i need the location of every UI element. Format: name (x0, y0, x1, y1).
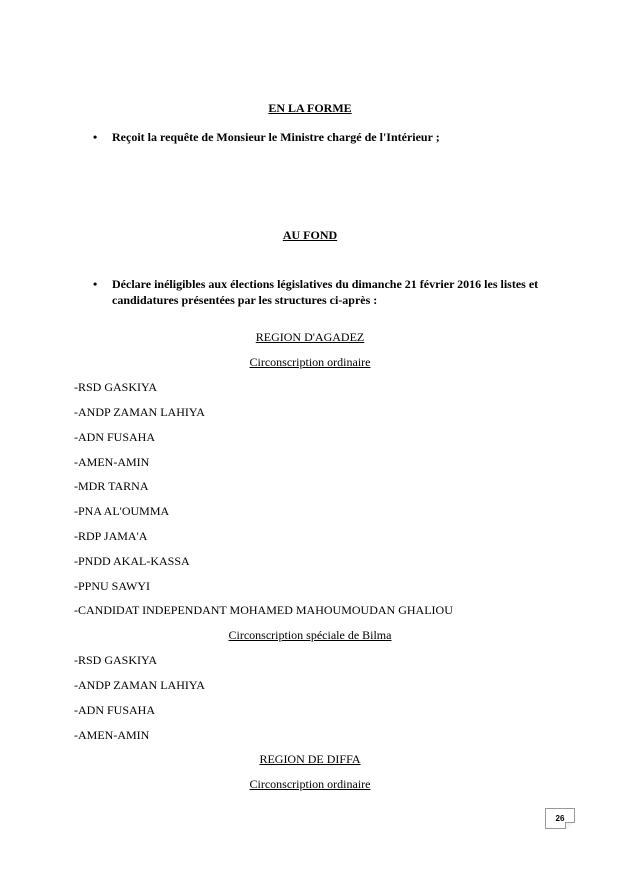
heading-en-la-forme: EN LA FORME (268, 101, 352, 115)
list-item: -MDR TARNA (74, 479, 149, 493)
list-item: -ADN FUSAHA (74, 430, 156, 444)
list-item: -ANDP ZAMAN LAHIYA (74, 678, 205, 692)
bullet-fond-text: Déclare inéligibles aux élections législatives du dimanche 21 février 2016 les listes et candidatures présentées par les structures ci-après : (112, 277, 539, 307)
heading-region-diffa: REGION DE DIFFA (259, 752, 361, 766)
bullet-icon: • (93, 130, 98, 144)
heading-circonscription-ordinaire-agadez: Circonscription ordinaire (249, 355, 371, 369)
list-item: -RDP JAMA'A (74, 529, 148, 543)
bullet-forme-text: Reçoit la requête de Monsieur le Ministre chargé de l'Intérieur ; (112, 130, 440, 144)
heading-au-fond: AU FOND (282, 228, 338, 242)
list-item: -PPNU SAWYI (74, 579, 151, 593)
heading-circonscription-bilma: Circonscription spéciale de Bilma (228, 628, 392, 642)
list-item: -RSD GASKIYA (74, 653, 158, 667)
heading-circonscription-ordinaire-diffa: Circonscription ordinaire (249, 777, 371, 791)
list-item: -PNDD AKAL-KASSA (74, 554, 190, 568)
list-item: -ADN FUSAHA (74, 703, 156, 717)
bullet-icon: • (93, 277, 98, 291)
heading-region-agadez: REGION D'AGADEZ (255, 330, 365, 344)
list-item: -PNA AL'OUMMA (74, 504, 170, 518)
page-curl-icon (565, 822, 575, 829)
page-number: 26 (555, 814, 565, 823)
list-item: -RSD GASKIYA (74, 380, 158, 394)
list-item: -AMEN-AMIN (74, 728, 150, 742)
list-item: -ANDP ZAMAN LAHIYA (74, 405, 205, 419)
list-item: -CANDIDAT INDEPENDANT MOHAMED MAHOUMOUDAN GHALIOU (74, 603, 453, 617)
list-item: -AMEN-AMIN (74, 455, 150, 469)
